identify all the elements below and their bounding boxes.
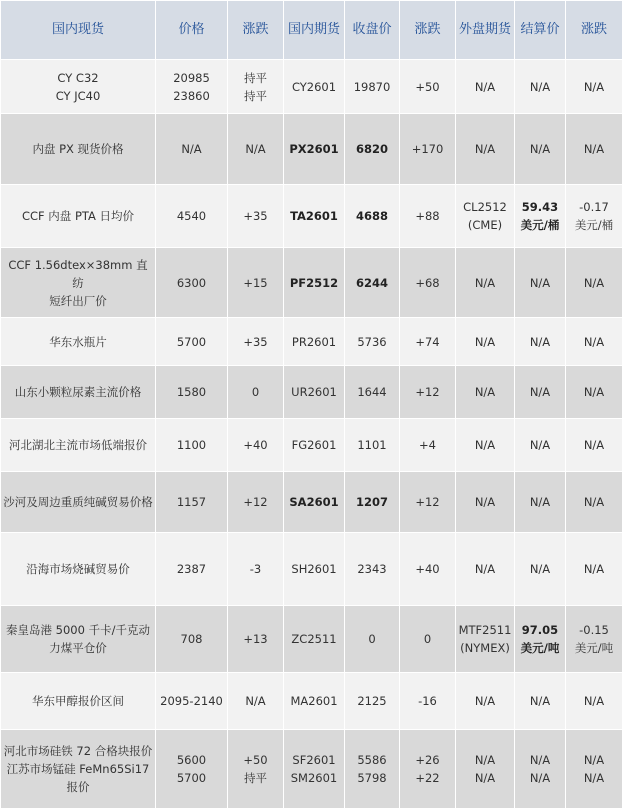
cell-change: [228, 185, 284, 248]
cell-line: 5600: [176, 753, 207, 767]
cell-line: 美元/桶: [520, 218, 560, 232]
cell-line: (NYMEX): [460, 641, 510, 655]
table-header-row: [1, 1, 622, 60]
cell-line: 5700: [176, 771, 207, 785]
cell-spot: [1, 673, 156, 730]
cell-line: PF2512: [289, 275, 339, 290]
cell-settle: [515, 472, 566, 533]
cell-line: FG2601: [291, 438, 337, 452]
table-row: [1, 673, 622, 730]
cell-line: 报价: [66, 780, 90, 794]
cell-spot: [1, 606, 156, 673]
cell-line: N/A: [529, 334, 551, 349]
cell-future: [284, 114, 345, 185]
cell-line: -3: [249, 562, 262, 576]
table-row: [1, 366, 622, 419]
cell-line: -0.15: [579, 623, 609, 637]
table-row: [1, 419, 622, 472]
cell-line: +4: [419, 438, 436, 452]
cell-line: N/A: [245, 694, 266, 708]
cell-line: 0: [251, 385, 260, 399]
cell-future: [284, 248, 345, 318]
cell-echange: [566, 60, 622, 114]
cell-fchange: [400, 318, 456, 366]
cell-close: [345, 533, 400, 606]
cell-fchange: [400, 419, 456, 472]
table-row: [1, 472, 622, 533]
cell-line: -0.17: [579, 200, 609, 214]
cell-close: [345, 114, 400, 185]
cell-change: [228, 114, 284, 185]
cell-line: 4540: [176, 209, 207, 223]
cell-line: N/A: [474, 495, 496, 509]
cell-fchange: [400, 730, 456, 809]
cell-line: 708: [180, 632, 203, 646]
cell-line: N/A: [529, 753, 551, 767]
cell-line: 97.05: [521, 623, 559, 637]
cell-line: CL2512: [463, 200, 507, 214]
cell-line: N/A: [583, 694, 605, 708]
cell-echange: [566, 185, 622, 248]
cell-line: N/A: [529, 79, 551, 94]
cell-close: [345, 60, 400, 114]
cell-line: PR2601: [291, 334, 337, 349]
cell-line: 美元/吨: [520, 641, 560, 655]
cell-price: [156, 730, 228, 809]
cell-settle: [515, 606, 566, 673]
cell-settle: [515, 248, 566, 318]
cell-change: [228, 60, 284, 114]
cell-spot: [1, 472, 156, 533]
table-row: [1, 730, 622, 809]
cell-line: 持平: [244, 88, 267, 103]
cell-line: 华东水瓶片: [49, 334, 107, 349]
cell-line: N/A: [529, 495, 551, 509]
header-close: 收盘价: [345, 1, 400, 60]
cell-settle: [515, 185, 566, 248]
cell-close: [345, 419, 400, 472]
cell-ext: [456, 730, 515, 809]
cell-close: [345, 318, 400, 366]
cell-price: [156, 185, 228, 248]
cell-line: SM2601: [290, 771, 338, 785]
cell-fchange: [400, 472, 456, 533]
cell-price: [156, 419, 228, 472]
cell-line: N/A: [474, 562, 496, 576]
cell-price: [156, 472, 228, 533]
cell-echange: [566, 533, 622, 606]
cell-echange: [566, 318, 622, 366]
cell-line: N/A: [583, 385, 605, 399]
cell-spot: [1, 185, 156, 248]
cell-fchange: [400, 673, 456, 730]
cell-line: 59.43: [521, 200, 559, 214]
cell-line: 6244: [355, 275, 388, 290]
cell-echange: [566, 673, 622, 730]
cell-change: [228, 533, 284, 606]
cell-line: N/A: [474, 142, 496, 156]
cell-line: 6300: [176, 275, 207, 290]
cell-echange: [566, 248, 622, 318]
cell-spot: [1, 533, 156, 606]
cell-line: MA2601: [290, 694, 338, 708]
cell-close: [345, 606, 400, 673]
cell-echange: [566, 606, 622, 673]
cell-price: [156, 606, 228, 673]
cell-future: [284, 533, 345, 606]
cell-line: 沿海市场烧碱贸易价: [26, 562, 130, 576]
cell-line: N/A: [583, 771, 605, 785]
cell-line: +22: [415, 771, 440, 785]
cell-line: N/A: [474, 771, 496, 785]
cell-ext: [456, 366, 515, 419]
header-external-future: 外盘期货: [456, 1, 515, 60]
cell-line: 内盘 PX 现货价格: [32, 142, 124, 156]
cell-close: [345, 673, 400, 730]
table-row: [1, 60, 622, 114]
cell-line: N/A: [245, 142, 266, 156]
cell-line: N/A: [529, 142, 551, 156]
cell-future: [284, 673, 345, 730]
cell-line: N/A: [474, 79, 496, 94]
cell-settle: [515, 318, 566, 366]
cell-line: N/A: [474, 334, 496, 349]
cell-line: +12: [243, 495, 268, 509]
cell-echange: [566, 472, 622, 533]
cell-price: [156, 318, 228, 366]
cell-line: 19870: [353, 79, 391, 94]
cell-ext: [456, 114, 515, 185]
cell-line: 2343: [357, 562, 387, 576]
cell-line: SA2601: [289, 495, 339, 509]
cell-spot: [1, 60, 156, 114]
cell-future: [284, 472, 345, 533]
cell-future: [284, 366, 345, 419]
cell-line: 秦皇岛港 5000 千卡/千克动: [6, 623, 150, 637]
cell-settle: [515, 60, 566, 114]
cell-line: 5700: [176, 334, 207, 349]
cell-future: [284, 606, 345, 673]
cell-line: N/A: [583, 495, 605, 509]
cell-line: 持平: [244, 70, 267, 85]
cell-line: 沙河及周边重质纯碱贸易价格: [3, 495, 153, 509]
cell-spot: [1, 318, 156, 366]
cell-line: SF2601: [292, 753, 336, 767]
cell-line: N/A: [583, 79, 605, 94]
cell-fchange: [400, 185, 456, 248]
cell-ext: [456, 185, 515, 248]
cell-close: [345, 248, 400, 318]
cell-fchange: [400, 606, 456, 673]
cell-line: N/A: [474, 275, 496, 290]
cell-close: [345, 185, 400, 248]
cell-settle: [515, 366, 566, 419]
cell-line: N/A: [474, 753, 496, 767]
cell-line: +13: [243, 632, 268, 646]
cell-line: N/A: [474, 694, 496, 708]
cell-line: 河北市场硅铁 72 合格块报价: [3, 744, 153, 758]
cell-line: CY2601: [291, 79, 337, 94]
cell-future: [284, 60, 345, 114]
cell-line: 5798: [357, 771, 387, 785]
cell-echange: [566, 730, 622, 809]
cell-line: N/A: [583, 275, 605, 290]
cell-line: N/A: [529, 385, 551, 399]
cell-line: N/A: [474, 438, 496, 452]
table-row: [1, 114, 622, 185]
cell-line: 美元/桶: [574, 218, 614, 232]
cell-change: [228, 248, 284, 318]
cell-line: CY C32: [57, 70, 99, 85]
cell-line: +40: [243, 438, 268, 452]
cell-price: [156, 248, 228, 318]
cell-change: [228, 366, 284, 419]
cell-ext: [456, 318, 515, 366]
header-future: 国内期货: [284, 1, 345, 60]
cell-line: 4688: [355, 209, 388, 223]
cell-settle: [515, 730, 566, 809]
cell-price: [156, 60, 228, 114]
cell-line: 1207: [355, 495, 388, 509]
cell-line: N/A: [583, 753, 605, 767]
cell-line: 美元/吨: [574, 641, 614, 655]
cell-settle: [515, 114, 566, 185]
cell-ext: [456, 248, 515, 318]
cell-spot: [1, 730, 156, 809]
cell-line: MTF2511: [458, 623, 512, 637]
cell-ext: [456, 472, 515, 533]
cell-ext: [456, 60, 515, 114]
header-external-change: 涨跌: [566, 1, 622, 60]
cell-line: UR2601: [291, 385, 337, 399]
table-row: [1, 185, 622, 248]
cell-line: ZC2511: [291, 632, 337, 646]
cell-line: 持平: [244, 771, 267, 785]
cell-line: N/A: [583, 562, 605, 576]
cell-close: [345, 472, 400, 533]
cell-line: PX2601: [289, 142, 339, 156]
cell-line: N/A: [529, 438, 551, 452]
cell-line: 短纤出厂价: [49, 293, 107, 308]
table-row: [1, 606, 622, 673]
cell-spot: [1, 366, 156, 419]
cell-line: 江苏市场锰硅 FeMn65Si17: [6, 762, 150, 776]
cell-line: -16: [418, 694, 437, 708]
cell-change: [228, 318, 284, 366]
cell-line: +68: [415, 275, 440, 290]
cell-price: [156, 533, 228, 606]
cell-fchange: [400, 60, 456, 114]
cell-line: 2125: [357, 694, 387, 708]
cell-settle: [515, 533, 566, 606]
cell-line: +12: [415, 495, 440, 509]
cell-line: +88: [415, 209, 440, 223]
cell-fchange: [400, 248, 456, 318]
cell-line: 2095-2140: [160, 694, 223, 708]
cell-ext: [456, 673, 515, 730]
table-row: [1, 533, 622, 606]
cell-echange: [566, 114, 622, 185]
cell-line: 0: [368, 632, 376, 646]
table-row: [1, 318, 622, 366]
cell-line: 5586: [357, 753, 387, 767]
cell-line: N/A: [583, 438, 605, 452]
cell-future: [284, 419, 345, 472]
cell-line: 力煤平仓价: [49, 641, 107, 655]
cell-fchange: [400, 114, 456, 185]
cell-echange: [566, 419, 622, 472]
cell-line: 0: [423, 632, 432, 646]
header-change: 涨跌: [228, 1, 284, 60]
cell-line: CCF 内盘 PTA 日均价: [21, 209, 135, 223]
cell-price: [156, 673, 228, 730]
cell-line: 1644: [357, 385, 387, 399]
cell-line: N/A: [529, 275, 551, 290]
cell-spot: [1, 419, 156, 472]
cell-line: 20985: [173, 70, 210, 85]
cell-ext: [456, 606, 515, 673]
cell-line: 6820: [355, 142, 388, 156]
cell-line: 1101: [357, 438, 387, 452]
cell-line: N/A: [529, 771, 551, 785]
cell-spot: [1, 114, 156, 185]
cell-line: +74: [415, 334, 440, 349]
cell-ext: [456, 419, 515, 472]
cell-line: +35: [243, 209, 268, 223]
cell-price: [156, 366, 228, 419]
cell-echange: [566, 366, 622, 419]
cell-settle: [515, 673, 566, 730]
header-settle: 结算价: [515, 1, 566, 60]
cell-fchange: [400, 533, 456, 606]
cell-line: 1157: [176, 495, 207, 509]
cell-line: +50: [243, 753, 268, 767]
cell-line: N/A: [529, 694, 551, 708]
cell-line: 华东甲醇报价区间: [32, 694, 124, 708]
cell-line: N/A: [529, 562, 551, 576]
cell-line: +26: [415, 753, 440, 767]
header-spot: 国内现货: [1, 1, 156, 60]
cell-change: [228, 673, 284, 730]
cell-line: +40: [415, 562, 440, 576]
cell-line: CCF 1.56dtex×38mm 直纺: [8, 257, 148, 290]
cell-future: [284, 318, 345, 366]
cell-line: SH2601: [291, 562, 337, 576]
cell-line: +35: [243, 334, 268, 349]
table-row: [1, 248, 622, 318]
cell-settle: [515, 419, 566, 472]
cell-line: +15: [243, 275, 268, 290]
cell-ext: [456, 533, 515, 606]
cell-close: [345, 366, 400, 419]
header-price: 价格: [156, 1, 228, 60]
cell-line: 山东小颗粒尿素主流价格: [14, 385, 142, 399]
cell-future: [284, 185, 345, 248]
cell-close: [345, 730, 400, 809]
cell-line: 河北湖北主流市场低端报价: [9, 438, 147, 452]
cell-price: [156, 114, 228, 185]
cell-fchange: [400, 366, 456, 419]
cell-line: N/A: [583, 142, 605, 156]
cell-line: 2387: [176, 562, 207, 576]
cell-line: +12: [415, 385, 440, 399]
cell-change: [228, 606, 284, 673]
cell-line: 1580: [176, 385, 207, 399]
cell-change: [228, 730, 284, 809]
header-future-change: 涨跌: [400, 1, 456, 60]
cell-line: +50: [415, 79, 440, 94]
cell-line: TA2601: [290, 209, 338, 223]
cell-line: (CME): [467, 218, 503, 232]
cell-line: 23860: [173, 88, 210, 103]
cell-line: N/A: [474, 385, 496, 399]
cell-line: +170: [411, 142, 444, 156]
cell-line: 5736: [357, 334, 387, 349]
cell-line: N/A: [583, 334, 605, 349]
cell-future: [284, 730, 345, 809]
cell-line: N/A: [181, 142, 202, 156]
cell-line: CY JC40: [55, 88, 101, 103]
cell-line: 1100: [176, 438, 207, 452]
cell-spot: [1, 248, 156, 318]
cell-change: [228, 472, 284, 533]
cell-change: [228, 419, 284, 472]
